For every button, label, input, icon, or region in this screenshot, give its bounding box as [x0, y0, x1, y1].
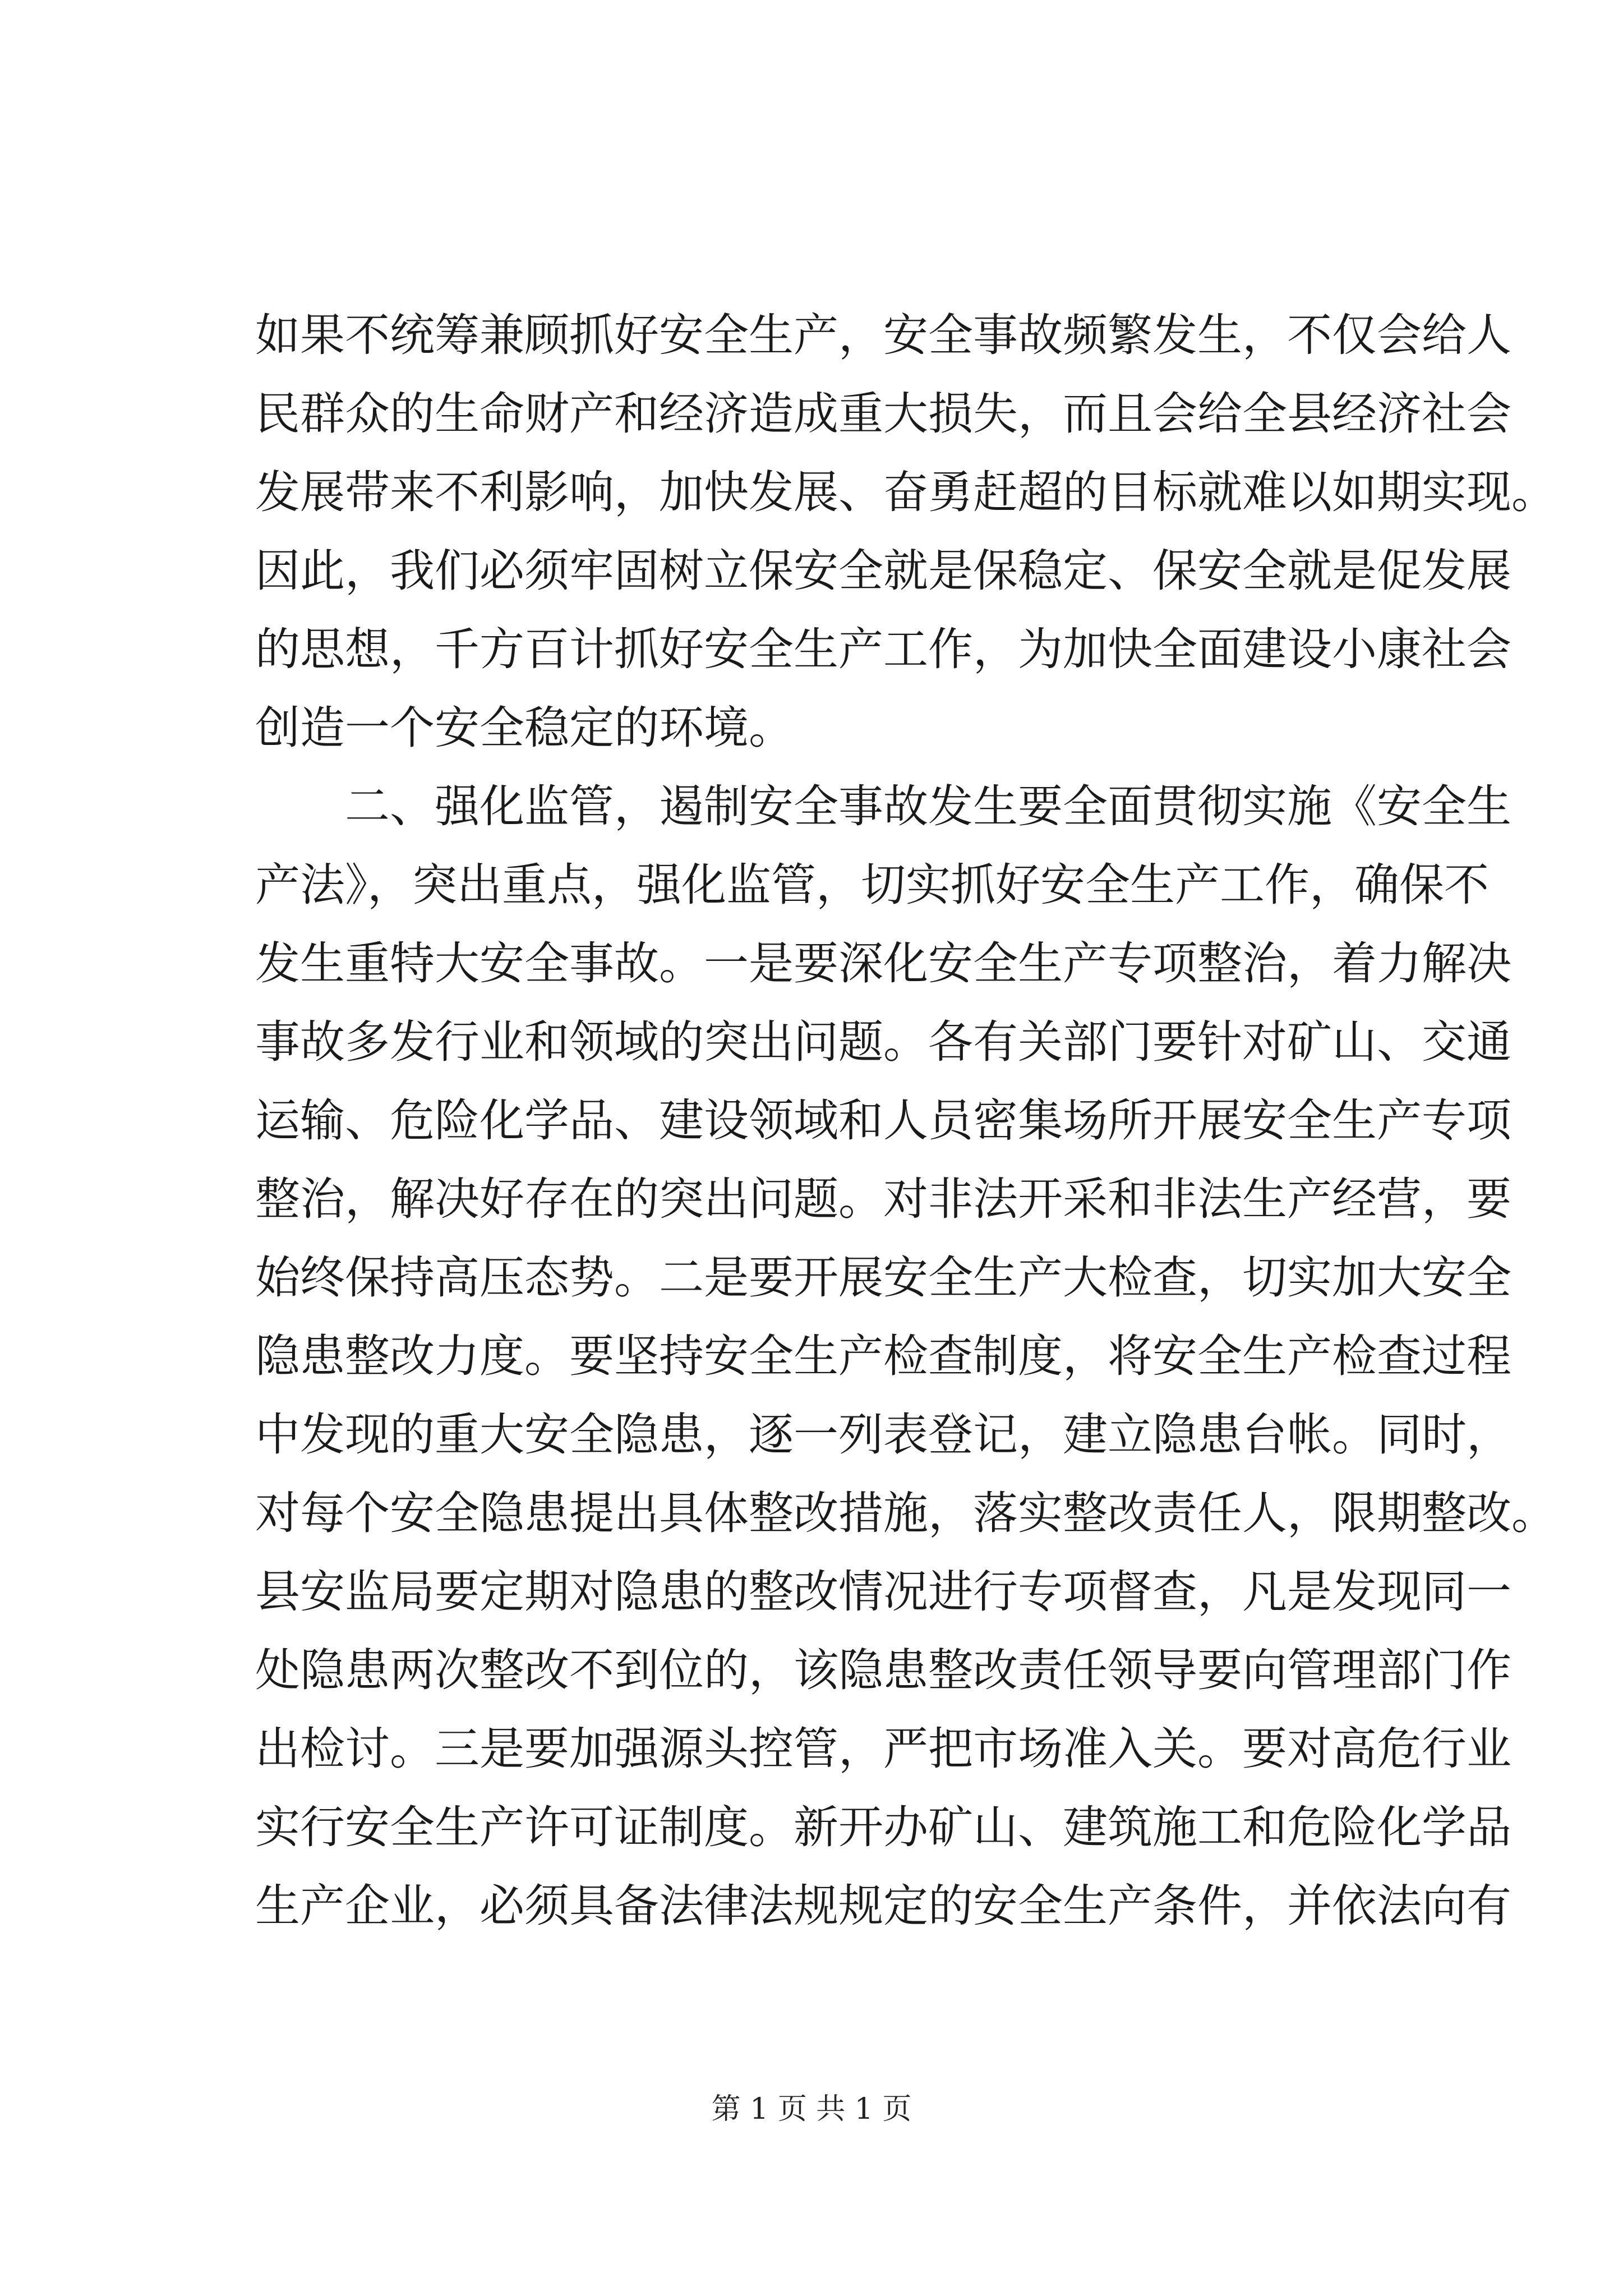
text-line: 中发现的重大安全隐患，逐一列表登记，建立隐患台帐。同时， [255, 1409, 1511, 1461]
page-number: 第 1 页 共 1 页 [711, 2092, 912, 2126]
text-line: 产法》，突出重点，强化监管，切实抓好安全生产工作，确保不 [255, 859, 1489, 911]
paragraph [255, 296, 1556, 767]
text-line: 的思想，千方百计抓好安全生产工作，为加快全面建设小康社会 [255, 623, 1511, 675]
text-line: 二、强化监管，遏制安全事故发生要全面贯彻实施《安全生 [345, 780, 1511, 832]
text-line: 民群众的生命财产和经济造成重大损失，而且会给全县经济社会 [255, 388, 1511, 440]
page-footer [0, 2090, 1623, 2129]
text-line: 生产企业，必须具备法律法规规定的安全生产条件，并依法向有 [255, 1880, 1511, 1932]
text-line: 出检讨。三是要加强源头控管，严把市场准入关。要对高危行业 [255, 1723, 1511, 1775]
paragraph [255, 767, 1556, 1945]
text-line: 隐患整改力度。要坚持安全生产检查制度，将安全生产检查过程 [255, 1330, 1511, 1382]
text-line: 处隐患两次整改不到位的，该隐患整改责任领导要向管理部门作 [255, 1644, 1511, 1696]
text-line: 如果不统筹兼顾抓好安全生产，安全事故频繁发生，不仅会给人 [255, 309, 1511, 361]
text-line: 发展带来不利影响，加快发展、奋勇赶超的目标就难以如期实现。 [255, 466, 1556, 518]
text-line: 事故多发行业和领域的突出问题。各有关部门要针对矿山、交通 [255, 1016, 1511, 1068]
text-line: 始终保持高压态势。二是要开展安全生产大检查，切实加大安全 [255, 1251, 1511, 1304]
text-line: 因此，我们必须牢固树立保安全就是保稳定、保安全就是促发展 [255, 545, 1511, 597]
text-line: 创造一个安全稳定的环境。 [255, 702, 794, 754]
body-text [255, 296, 1556, 1945]
text-line: 对每个安全隐患提出具体整改措施，落实整改责任人，限期整改。 [255, 1487, 1556, 1539]
text-line: 实行安全生产许可证制度。新开办矿山、建筑施工和危险化学品 [255, 1801, 1511, 1853]
text-line: 整治，解决好存在的突出问题。对非法开采和非法生产经营，要 [255, 1173, 1511, 1225]
text-line: 运输、危险化学品、建设领域和人员密集场所开展安全生产专项 [255, 1094, 1511, 1147]
text-line: 发生重特大安全事故。一是要深化安全生产专项整治，着力解决 [255, 937, 1511, 990]
text-line: 县安监局要定期对隐患的整改情况进行专项督查，凡是发现同一 [255, 1566, 1511, 1618]
